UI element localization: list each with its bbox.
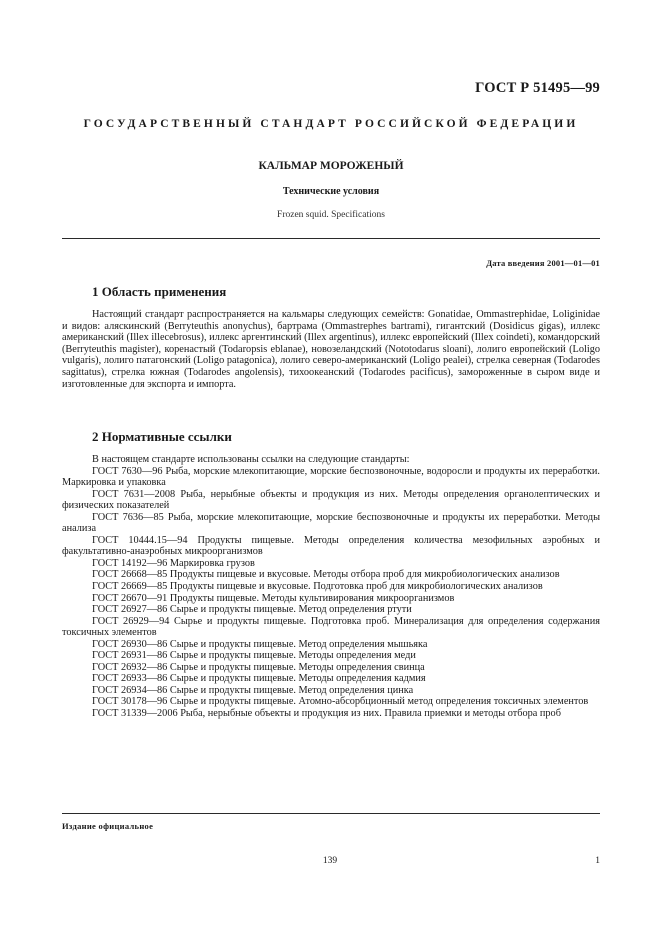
reference-item: ГОСТ 26929—94 Сырье и продукты пищевые. Подготовка проб. Минерализация для определения содержания токсичных элементов bbox=[62, 615, 600, 639]
reference-item: ГОСТ 31339—2006 Рыба, нерыбные объекты и продукция из них. Правила приемки и методы отбора проб bbox=[92, 708, 561, 720]
header-divider bbox=[62, 238, 600, 239]
reference-item: ГОСТ 26931—86 Сырье и продукты пищевые. Методы определения меди bbox=[92, 650, 416, 662]
reference-item: ГОСТ 10444.15—94 Продукты пищевые. Методы определения количества мезофильных аэробных и факультативно-анаэробных микроорганизмов bbox=[62, 534, 600, 558]
document-subtitle: Технические условия bbox=[282, 186, 380, 197]
reference-item: ГОСТ 14192—96 Маркировка грузов bbox=[92, 557, 255, 569]
reference-item: ГОСТ 26670—91 Продукты пищевые. Методы культивирования микроорганизмов bbox=[92, 592, 455, 604]
reference-item: ГОСТ 30178—96 Сырье и продукты пищевые. Атомно-абсорбционный метод определения токсичных элементов bbox=[92, 696, 589, 708]
document-title: КАЛЬМАР МОРОЖЕНЫЙ bbox=[258, 160, 404, 172]
reference-item: ГОСТ 7630—96 Рыба, морские млекопитающие, морские беспозвоночные, водоросли и продукты их переработки. Маркировка и упаковка bbox=[62, 465, 600, 489]
section-1-heading: 1 Область применения bbox=[92, 284, 227, 299]
reference-item: ГОСТ 7631—2008 Рыба, нерыбные объекты и продукция из них. Методы определения органолептических и физических показателей bbox=[62, 488, 600, 512]
reference-item: ГОСТ 26930—86 Сырье и продукты пищевые. Метод определения мышьяка bbox=[92, 638, 428, 650]
normative-references bbox=[62, 454, 600, 720]
reference-item: ГОСТ 26927—86 Сырье и продукты пищевые. Метод определения ртути bbox=[92, 604, 412, 616]
reference-item: ГОСТ 26934—86 Сырье и продукты пищевые. Метод определения цинка bbox=[92, 684, 414, 696]
reference-item: ГОСТ 26933—86 Сырье и продукты пищевые. Методы определения кадмия bbox=[92, 673, 426, 685]
footer-divider bbox=[62, 813, 600, 814]
reference-item: ГОСТ 7636—85 Рыба, морские млекопитающие, морские беспозвоночные и продукты их переработки. Методы анализа bbox=[62, 511, 600, 535]
reference-item: ГОСТ 26669—85 Продукты пищевые и вкусовые. Подготовка проб для микробиологических анализов bbox=[92, 581, 543, 593]
document-title-english: Frozen squid. Specifications bbox=[277, 210, 385, 220]
document-code: ГОСТ Р 51495—99 bbox=[475, 80, 600, 96]
page-number: 139 bbox=[322, 856, 338, 866]
section-2-heading: 2 Нормативные ссылки bbox=[92, 429, 232, 444]
sheet-number: 1 bbox=[595, 856, 600, 866]
section-1-text: Настоящий стандарт распространяется на кальмары следующих семейств: Gonatidae, Ommastrephidae, Loliginidae и видов: аляскинский (Berryteuthis anonychus), бартрама (Ommastrephes bartrami), гигантский (Dosidicus gigas), иллекс американский (Illex illecebrosus), иллекс аргентинский (Illex argentinus), иллекс европейский (Illex coindeti), командорский (Berryteuthis magister), коренастый (Todaropsis eblanae), новозеландский (Nototodarus sloani), лолиго европейский (Loligo vulgaris), лолиго патагонский (Loligo patagonica), лолиго северо-американский (Loligo pealei), стрелка северная (Todarodes sagittatus), стрелка южная (Todarodes angolensis), тихоокеанский (Todarodes pacificus), замороженные в сыром виде и изготовленные для экспорта и импорта. bbox=[62, 309, 600, 390]
introduction-date: Дата введения 2001—01—01 bbox=[486, 258, 600, 268]
references-intro: В настоящем стандарте использованы ссылки на следующие стандарты: bbox=[92, 454, 410, 465]
reference-item: ГОСТ 26932—86 Сырье и продукты пищевые. Методы определения свинца bbox=[92, 661, 425, 673]
state-standard-heading: ГОСУДАРСТВЕННЫЙ СТАНДАРТ РОССИЙСКОЙ ФЕДЕРАЦИИ bbox=[83, 118, 579, 130]
edition-note: Издание официальное bbox=[62, 821, 154, 831]
reference-item: ГОСТ 26668—85 Продукты пищевые и вкусовые. Методы отбора проб для микробиологических анализов bbox=[92, 569, 560, 581]
